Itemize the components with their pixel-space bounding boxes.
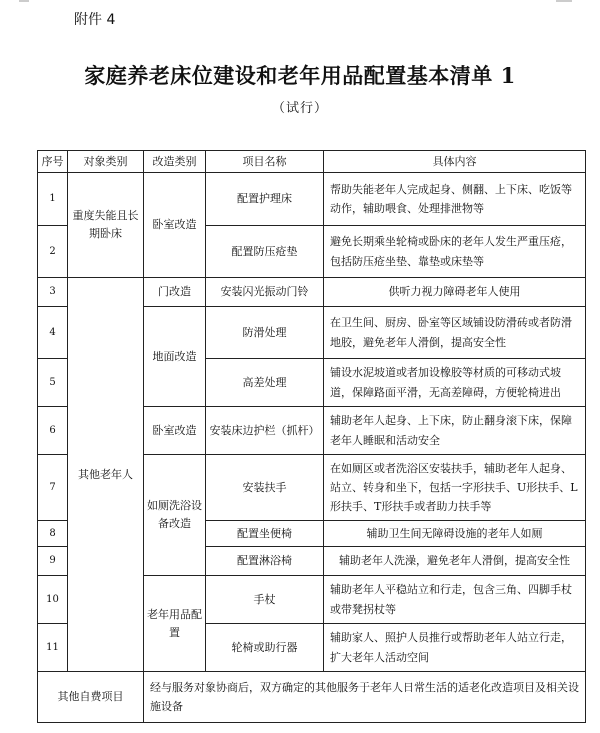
item-name: 配置淋浴椅 xyxy=(206,547,324,576)
item-content: 供听力视力障碍老年人使用 xyxy=(324,278,586,307)
row-seq: 10 xyxy=(38,576,68,624)
item-name: 配置护理床 xyxy=(206,173,324,226)
table-row xyxy=(38,173,586,226)
object-category: 其他老年人 xyxy=(68,278,144,672)
checklist-table xyxy=(37,150,586,723)
item-content: 在卫生间、厨房、卧室等区域铺设防滑砖或者防滑地胶，避免老年人滑倒，提高安全性 xyxy=(324,307,586,359)
table-row xyxy=(38,278,586,307)
header-category: 改造类别 xyxy=(144,151,206,173)
header-object: 对象类别 xyxy=(68,151,144,173)
item-content: 铺设水泥坡道或者加设橡胶等材质的可移动式坡道，保障路面平滑，无高差障碍，方便轮椅进出 xyxy=(324,359,586,407)
row-seq: 8 xyxy=(38,521,68,547)
item-content: 避免长期乘坐轮椅或卧床的老年人发生严重压疮，包括防压疮坐垫、靠垫或床垫等 xyxy=(324,226,586,278)
row-seq: 3 xyxy=(38,278,68,307)
page-title: 家庭养老床位建设和老年用品配置基本清单 1 xyxy=(84,63,516,88)
header-seq: 序号 xyxy=(38,151,68,173)
row-seq: 4 xyxy=(38,307,68,359)
modification-category: 卧室改造 xyxy=(144,407,206,455)
item-content: 辅助老年人平稳站立和行走，包含三角、四脚手杖或带凳拐杖等 xyxy=(324,576,586,624)
header-content: 具体内容 xyxy=(324,151,586,173)
row-seq: 6 xyxy=(38,407,68,455)
item-name: 配置防压疮垫 xyxy=(206,226,324,278)
row-seq: 9 xyxy=(38,547,68,576)
item-name: 手杖 xyxy=(206,576,324,624)
item-name: 安装闪光振动门铃 xyxy=(206,278,324,307)
row-seq: 1 xyxy=(38,173,68,226)
header-item: 项目名称 xyxy=(206,151,324,173)
item-name: 防滑处理 xyxy=(206,307,324,359)
page-edge-mark xyxy=(556,0,572,2)
item-content: 辅助家人、照护人员推行或帮助老年人站立行走，扩大老年人活动空间 xyxy=(324,624,586,672)
modification-category: 如厕洗浴设备改造 xyxy=(144,455,206,576)
item-name: 配置坐便椅 xyxy=(206,521,324,547)
other-items-label: 其他自费项目 xyxy=(38,672,144,723)
page-subtitle: （试行） xyxy=(271,101,328,116)
page-edge-mark xyxy=(19,0,29,2)
annex-label: 附件 4 xyxy=(74,12,116,28)
item-content: 辅助老年人起身、上下床，防止翻身滚下床，保障老年人睡眠和活动安全 xyxy=(324,407,586,455)
table-row-other xyxy=(38,672,586,723)
item-name: 轮椅或助行器 xyxy=(206,624,324,672)
row-seq: 2 xyxy=(38,226,68,278)
object-category: 重度失能且长期卧床 xyxy=(68,173,144,278)
item-content: 辅助老年人洗澡，避免老年人滑倒，提高安全性 xyxy=(324,547,586,576)
modification-category: 门改造 xyxy=(144,278,206,307)
row-seq: 5 xyxy=(38,359,68,407)
modification-category: 卧室改造 xyxy=(144,173,206,278)
item-content: 辅助卫生间无障碍设施的老年人如厕 xyxy=(324,521,586,547)
row-seq: 7 xyxy=(38,455,68,521)
table-header-row xyxy=(38,151,586,173)
modification-category: 老年用品配置 xyxy=(144,576,206,672)
item-content: 帮助失能老年人完成起身、侧翻、上下床、吃饭等动作，辅助喂食、处理排泄物等 xyxy=(324,173,586,226)
row-seq: 11 xyxy=(38,624,68,672)
item-name: 安装床边护栏（抓杆） xyxy=(206,407,324,455)
other-items-content: 经与服务对象协商后，双方确定的其他服务于老年人日常生活的适老化改造项目及相关设施设备 xyxy=(144,672,586,723)
item-name: 高差处理 xyxy=(206,359,324,407)
item-name: 安装扶手 xyxy=(206,455,324,521)
item-content: 在如厕区或者洗浴区安装扶手，辅助老年人起身、站立、转身和坐下，包括一字形扶手、U形扶手、L形扶手、T形扶手或者助力扶手等 xyxy=(324,455,586,521)
modification-category: 地面改造 xyxy=(144,307,206,407)
